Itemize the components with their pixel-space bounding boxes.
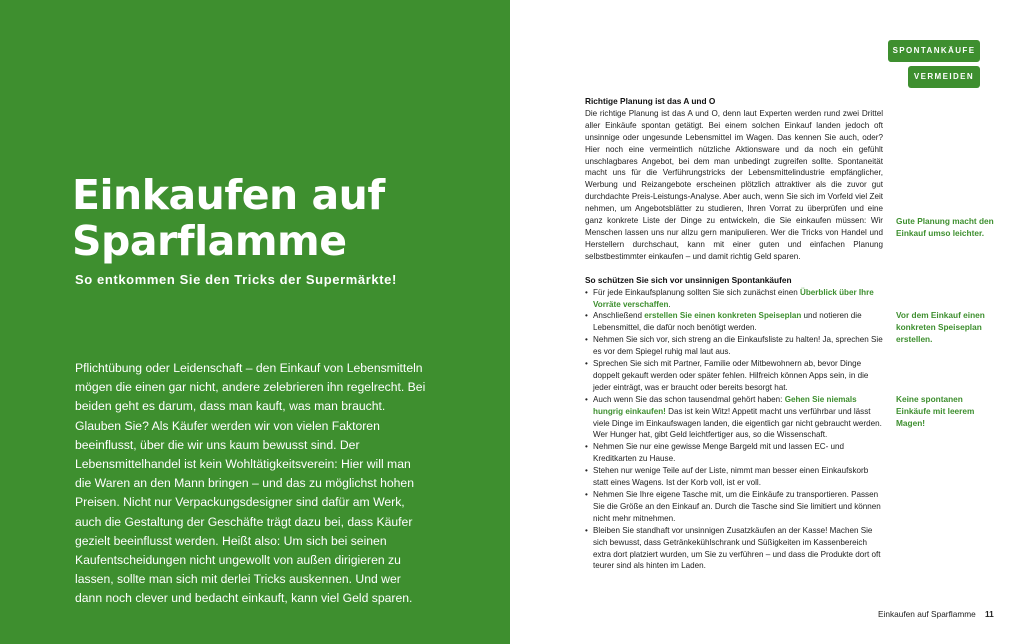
list-item: • Anschließend erstellen Sie einen konkreten Speiseplan und notieren die Lebensmittel, die dafür noch benötigt werden. [585, 310, 883, 334]
list-item: • Stehen nur wenige Teile auf der Liste, nimmt man besser einen Einkaufskorb statt eines Wagens. Ist der Korb voll, ist er voll. [585, 465, 883, 489]
margin-note-hunger: Keine spontanen Einkäufe mit leerem Magen! [896, 394, 975, 428]
title-line-1: Einkaufen auf [72, 171, 385, 219]
main-text-column [585, 96, 883, 572]
list-item: • Bleiben Sie standhaft vor unsinnigen Zusatzkäufen an der Kasse! Machen Sie sich bewusst, dass Getränkekühlschrank und Süßigkeiten im Kassenbereich extra dort platziert wurden, um Sie zu verführen – und dass die Produkte dort oft teurer sind als hinten im Laden. [585, 525, 883, 573]
intro-paragraph: Pflichtübung oder Leidenschaft – den Einkauf von Lebensmitteln mögen die einen gar nicht, andere zelebrieren ihn regelrecht. Bei beiden geht es darum, dass man kauft, was man braucht. Glauben Sie? Als Käufer werden wir von vielen Faktoren beeinflusst, über die wir uns kaum bewusst sind. Der Lebensmittelhandel ist kein Wohltätigkeitsverein: Hier will man die Waren an den Mann bringen – und das zu möglichst hohen Preisen. Nicht nur Verpackungsdesigner sind dafür am Werk, auch die Gestaltung der Geschäfte trägt dazu bei, dass Käufer gezielt beeinflusst werden. Heißt also: Um sich bei seinen Kaufentscheidungen nicht ungewollt von außen dirigieren zu lassen, sollte man sich mit derlei Tricks auskennen. Und wer dann noch clever und bedacht einkauft, kann viel Geld sparen. [75, 361, 426, 606]
list-item: • Sprechen Sie sich mit Partner, Familie oder Mitbewohnern ab, bevor Dinge doppelt gekauft werden oder später fehlen. Hilfreich können Apps sein, in die jeder einträgt, was er braucht oder bereits besorgt hat. [585, 358, 883, 394]
list-item: • Nehmen Sie nur eine gewisse Menge Bargeld mit und lassen EC- und Kreditkarten zu Hause. [585, 441, 883, 465]
list-item: • Auch wenn Sie das schon tausendmal gehört haben: Gehen Sie niemals hungrig einkaufen! Das ist kein Witz! Appetit macht uns verführbar und lässt viele Dinge im Einkaufswagen landen, die eigentlich gar nicht gebraucht werden. Wer Hunger hat, gibt Geld leichtfertiger aus, so die Wissenschaft. [585, 394, 883, 442]
list-item: • Für jede Einkaufsplanung sollten Sie sich zunächst einen Überblick über Ihre Vorräte verschaffen. [585, 287, 883, 311]
chapter-title [72, 172, 385, 264]
page-number: 11 [985, 609, 994, 619]
list-item: • Nehmen Sie sich vor, sich streng an die Einkaufsliste zu halten! Ja, sprechen Sie es vor dem Spiegel ruhig mal laut aus. [585, 334, 883, 358]
margin-note-speiseplan: Vor dem Einkauf einen konkreten Speiseplan erstellen. [896, 310, 985, 344]
title-line-2: Sparflamme [72, 217, 347, 265]
list-item: • Nehmen Sie Ihre eigene Tasche mit, um die Einkäufe zu transportieren. Passen Sie die Größe an den Einkauf an. Durch die Tasche sind Sie limitiert und können nicht mehr mitnehmen. [585, 489, 883, 525]
section-body-planung: Die richtige Planung ist das A und O, denn laut Experten werden rund zwei Drittel aller Einkäufe spontan getätigt. Bei einem solchen Einkauf landen jedoch oft unsinnige oder ungesunde Lebensmittel im Wagen. Das kennen Sie auch, oder? Hier noch eine vermeintlich nützliche Aktionsware und da noch ein gefühlt unschlagbares Angebot, bei dem man unbedingt zugreifen sollte. Spontaneität macht uns für die Verführungstricks der Lebensmittelindustrie empfänglicher, Werbung und Reizangebote erscheinen plötzlich attraktiver als die zuvor gut durchdachte Preis-Leistungs-Analyse. Aber auch, wenn Sie sich im Vorfeld viel Zeit nehmen, um Angebotsblätter zu studieren, Ihren Vorrat zu überprüfen und eine ganz konkrete Liste der Dinge zu entwickeln, die Sie einkaufen müssen: Wir Menschen lassen uns nur allzu gern manipulieren. Wer die Tricks von Handel und Herstellern durchschaut, kann mit einer guten und einfachen Planung selbstbestimmter einkaufen – und damit richtig Geld sparen. [585, 108, 883, 261]
running-footer-title: Einkaufen auf Sparflamme [878, 609, 976, 619]
margin-note-planung: Gute Planung macht den Einkauf umso leichter. [896, 216, 994, 238]
topic-tag-vermeiden: VERMEIDEN [908, 66, 980, 88]
section-heading-schutz: So schützen Sie sich vor unsinnigen Spontankäufen [585, 274, 792, 285]
tips-list [585, 287, 883, 573]
topic-tag-spontankaeufe: SPONTANKÄUFE [888, 40, 980, 62]
section-heading-planung: Richtige Planung ist das A und O [585, 96, 716, 106]
chapter-subtitle: So entkommen Sie den Tricks der Supermärkte! [75, 272, 397, 287]
